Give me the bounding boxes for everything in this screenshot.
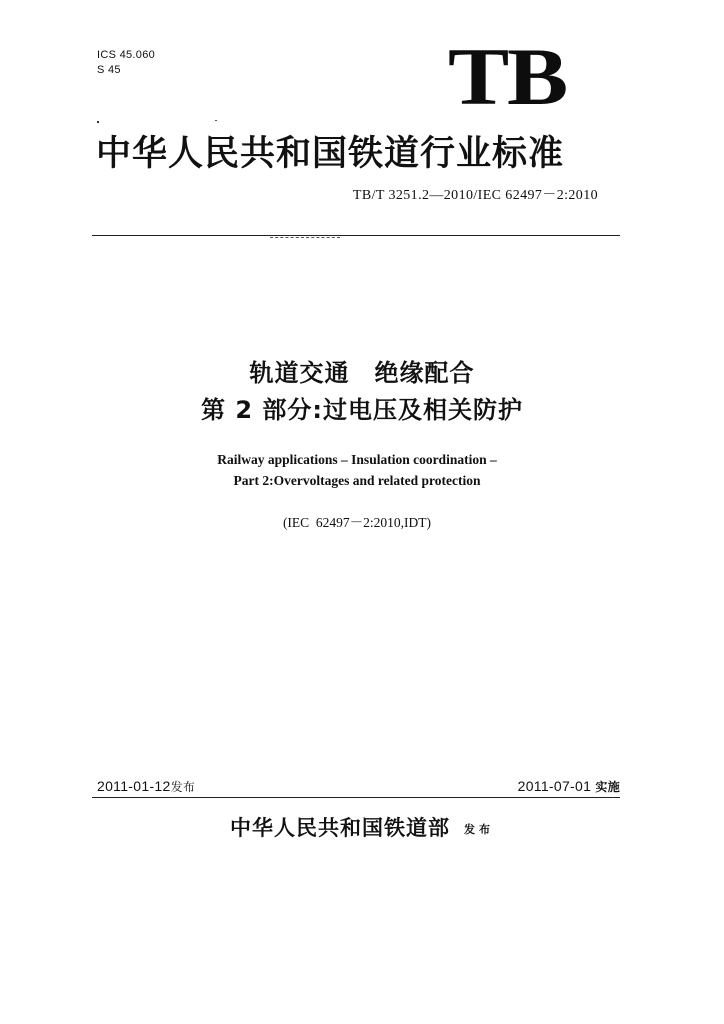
iec-equivalence: (IEC 62497－2:2010,IDT): [282, 515, 432, 530]
classification-codes: [97, 48, 155, 78]
implementation-date: 2011-07-01: [517, 778, 592, 794]
issue-date: 2011-01-12: [97, 778, 171, 794]
standard-title: 中华人民共和国铁道行业标准: [96, 133, 565, 174]
implementation-label: 实施: [595, 780, 620, 794]
publisher-verb: 发布: [464, 823, 494, 836]
top-divider-fragment: [270, 237, 340, 238]
scan-speck: [215, 120, 217, 121]
publisher-name: 中华人民共和国铁道部: [230, 815, 450, 840]
scan-speck: [97, 121, 99, 123]
category-code: S 45: [97, 64, 121, 76]
publisher-block: [0, 813, 724, 845]
document-title-en-line1: Railway applications – Insulation coordination –: [217, 452, 497, 467]
document-title-cn-line1: 轨道交通 绝缘配合: [249, 359, 475, 387]
top-divider: [92, 235, 620, 236]
bottom-divider: [92, 797, 620, 798]
standard-code: TB/T 3251.2—2010/IEC 62497－2:2010: [352, 188, 598, 203]
tb-logo: TB: [448, 31, 567, 122]
document-title-cn-line2: 第 2 部分:过电压及相关防护: [200, 396, 523, 424]
document-title-en-line2: Part 2:Overvoltages and related protection: [233, 473, 481, 488]
issue-date-block: [97, 777, 195, 796]
implementation-date-block: [518, 777, 620, 796]
ics-code: ICS 45.060: [97, 49, 156, 61]
issue-label: 发布: [170, 780, 196, 794]
